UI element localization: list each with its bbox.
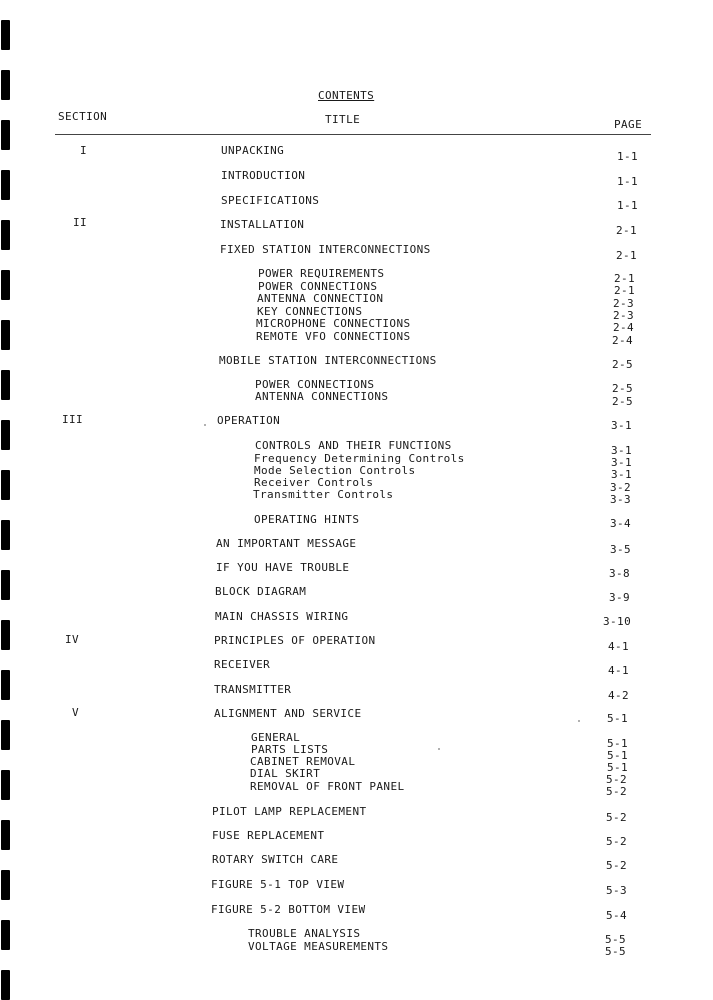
page-number: 5-1 [607, 737, 629, 750]
binder-hole [1, 820, 10, 850]
page-number: 5-3 [606, 884, 628, 897]
binder-hole [1, 120, 10, 150]
page-number: 3-10 [603, 615, 632, 628]
entry-title: MICROPHONE CONNECTIONS [256, 317, 411, 330]
entry-title: CABINET REMOVAL [250, 755, 356, 768]
entry-title: ANTENNA CONNECTION [257, 292, 384, 305]
entry-title: PRINCIPLES OF OPERATION [214, 634, 376, 647]
section-number: III [62, 413, 84, 426]
binder-hole [1, 320, 10, 350]
binder-hole [1, 370, 10, 400]
entry-title: AN IMPORTANT MESSAGE [216, 537, 357, 550]
entry-title: Mode Selection Controls [254, 464, 416, 477]
binder-hole [1, 20, 10, 50]
binder-hole [1, 720, 10, 750]
section-number: II [73, 216, 88, 229]
entry-title: CONTROLS AND THEIR FUNCTIONS [255, 439, 452, 452]
page-number: 2-5 [612, 358, 634, 371]
page-number: 5-2 [606, 859, 628, 872]
binder-hole [1, 70, 10, 100]
entry-title: VOLTAGE MEASUREMENTS [248, 940, 389, 953]
page-number: 5-2 [606, 773, 628, 786]
entry-title: REMOVAL OF FRONT PANEL [250, 780, 405, 793]
page-number: 5-4 [606, 909, 628, 922]
page-number: 2-4 [612, 334, 634, 347]
page-number: 5-2 [606, 811, 628, 824]
section-header: SECTION [58, 110, 108, 123]
contents-title: CONTENTS [318, 89, 375, 102]
scan-speck [204, 424, 206, 426]
entry-title: OPERATING HINTS [254, 513, 360, 526]
entry-title: POWER CONNECTIONS [258, 280, 378, 293]
entry-title: SPECIFICATIONS [221, 194, 320, 207]
page-number: 3-3 [610, 493, 632, 506]
page-number: 2-4 [613, 321, 635, 334]
page-number: 2-1 [614, 284, 636, 297]
title-header: TITLE [325, 113, 361, 126]
entry-title: ALIGNMENT AND SERVICE [214, 707, 362, 720]
entry-title: PILOT LAMP REPLACEMENT [212, 805, 367, 818]
binder-hole [1, 520, 10, 550]
binder-hole [1, 620, 10, 650]
binder-hole [1, 670, 10, 700]
entry-title: Transmitter Controls [253, 488, 394, 501]
entry-title: ROTARY SWITCH CARE [212, 853, 339, 866]
entry-title: PARTS LISTS [251, 743, 329, 756]
page-number: 5-1 [607, 712, 629, 725]
entry-title: REMOTE VFO CONNECTIONS [256, 330, 411, 343]
entry-title: INSTALLATION [220, 218, 305, 231]
binder-hole [1, 570, 10, 600]
entry-title: FUSE REPLACEMENT [212, 829, 325, 842]
entry-title: RECEIVER [214, 658, 271, 671]
entry-title: Frequency Determining Controls [254, 452, 465, 465]
page-number: 2-1 [616, 224, 638, 237]
section-number: V [72, 706, 80, 719]
binder-hole [1, 220, 10, 250]
binder-holes [0, 0, 14, 1000]
page-number: 2-5 [612, 382, 634, 395]
entry-title: ANTENNA CONNECTIONS [255, 390, 389, 403]
page-number: 5-5 [605, 933, 627, 946]
entry-title: POWER CONNECTIONS [255, 378, 375, 391]
page-header: PAGE [614, 118, 643, 131]
scan-speck [438, 748, 440, 750]
page-number: 2-3 [613, 297, 635, 310]
entry-title: UNPACKING [221, 144, 285, 157]
entry-title: IF YOU HAVE TROUBLE [216, 561, 350, 574]
binder-hole [1, 920, 10, 950]
page-number: 5-1 [607, 761, 629, 774]
header-rule [55, 134, 651, 135]
entry-title: INTRODUCTION [221, 169, 306, 182]
entry-title: MAIN CHASSIS WIRING [215, 610, 349, 623]
page-number: 3-4 [610, 517, 632, 530]
entry-title: TRANSMITTER [214, 683, 292, 696]
entry-title: MOBILE STATION INTERCONNECTIONS [219, 354, 437, 367]
binder-hole [1, 420, 10, 450]
section-number: IV [65, 633, 80, 646]
page-number: 3-1 [611, 419, 633, 432]
page-number: 4-2 [608, 689, 630, 702]
entry-title: BLOCK DIAGRAM [215, 585, 307, 598]
page-number: 5-2 [606, 785, 628, 798]
page-number: 1-1 [617, 150, 639, 163]
entry-title: KEY CONNECTIONS [257, 305, 363, 318]
page-number: 3-8 [609, 567, 631, 580]
scan-speck [578, 720, 580, 722]
page-number: 1-1 [617, 175, 639, 188]
page-number: 2-1 [616, 249, 638, 262]
binder-hole [1, 270, 10, 300]
page-number: 3-1 [611, 444, 633, 457]
page-number: 3-1 [611, 456, 633, 469]
page-number: 3-9 [609, 591, 631, 604]
page-number: 1-1 [617, 199, 639, 212]
page-number: 3-5 [610, 543, 632, 556]
page-number: 4-1 [608, 640, 630, 653]
page-number: 5-1 [607, 749, 629, 762]
page-number: 3-2 [610, 481, 632, 494]
entry-title: DIAL SKIRT [250, 767, 321, 780]
binder-hole [1, 170, 10, 200]
binder-hole [1, 770, 10, 800]
entry-title: POWER REQUIREMENTS [258, 267, 385, 280]
entry-title: GENERAL [251, 731, 301, 744]
page-number: 2-3 [613, 309, 635, 322]
binder-hole [1, 870, 10, 900]
section-number: I [80, 144, 88, 157]
entry-title: FIXED STATION INTERCONNECTIONS [220, 243, 431, 256]
entry-title: FIGURE 5-2 BOTTOM VIEW [211, 903, 366, 916]
page-number: 3-1 [611, 468, 633, 481]
page-number: 4-1 [608, 664, 630, 677]
page-number: 5-2 [606, 835, 628, 848]
entry-title: OPERATION [217, 414, 281, 427]
page-number: 5-5 [605, 945, 627, 958]
binder-hole [1, 970, 10, 1000]
entry-title: FIGURE 5-1 TOP VIEW [211, 878, 345, 891]
page-number: 2-1 [614, 272, 636, 285]
entry-title: Receiver Controls [254, 476, 374, 489]
page-number: 2-5 [612, 395, 634, 408]
binder-hole [1, 470, 10, 500]
entry-title: TROUBLE ANALYSIS [248, 927, 361, 940]
